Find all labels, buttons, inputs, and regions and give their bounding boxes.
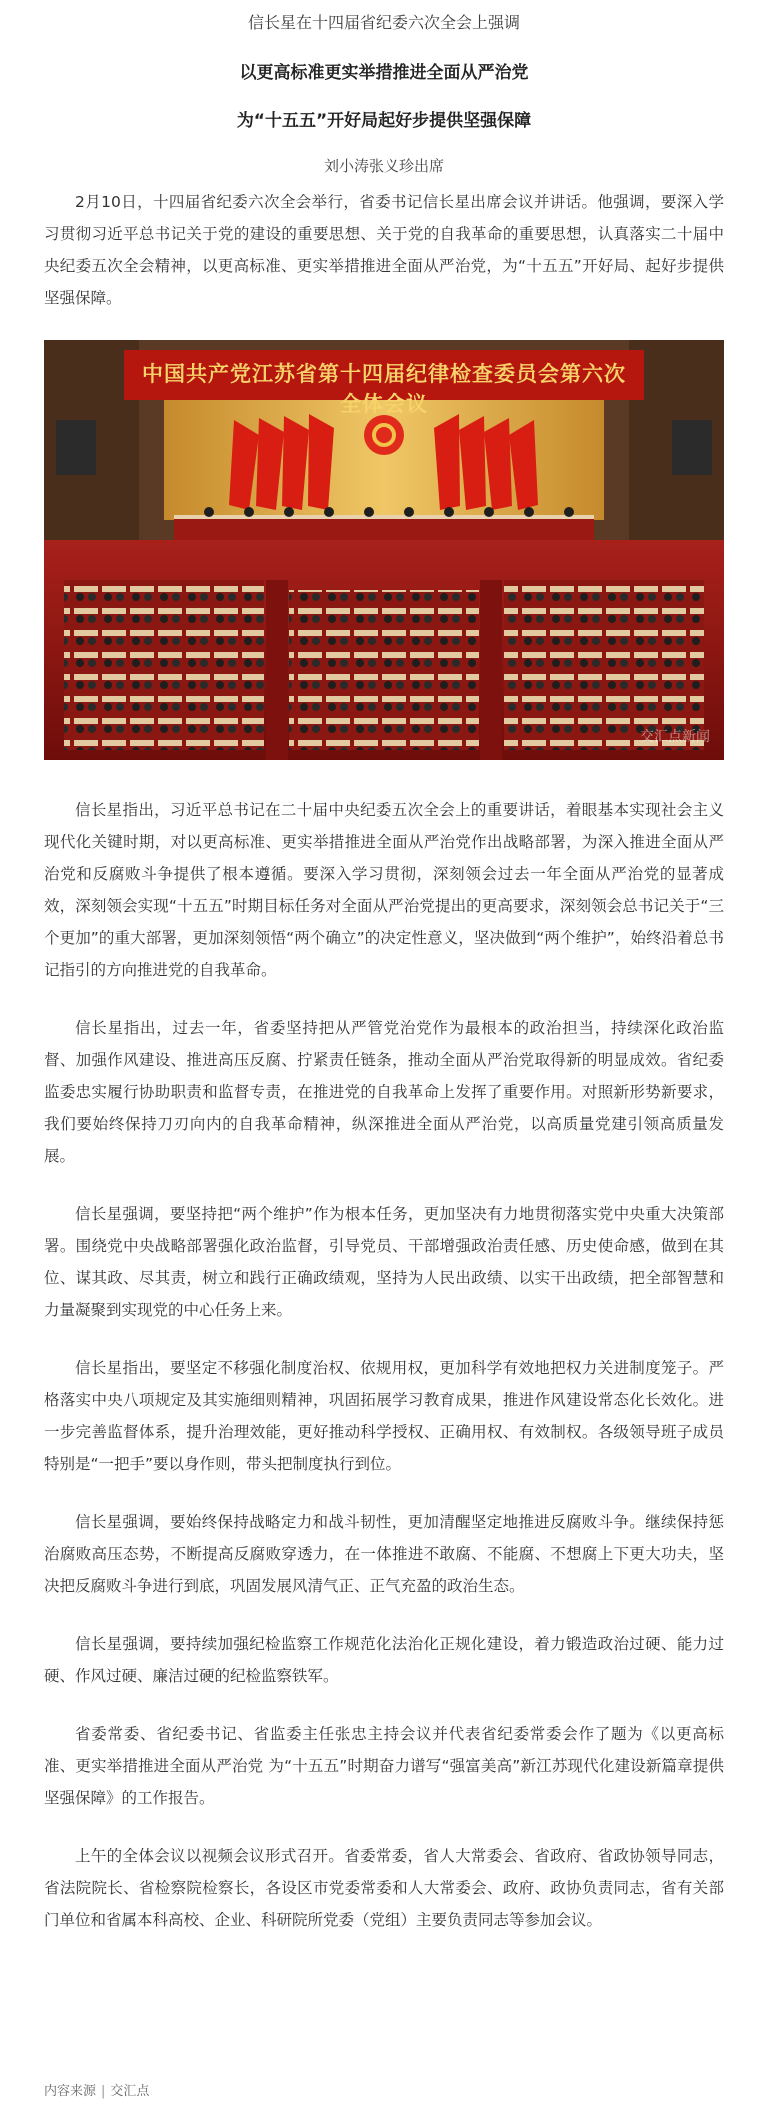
headline-line-1: 以更高标准更实举措推进全面从严治党 — [239, 63, 529, 83]
paragraph: 省委常委、省纪委书记、省监委主任张忠主持会议并代表省纪委常委会作了题为《以更高标准、更实举措推进全面从严治党 为“十五五”时期奋力谱写“强富美高”新江苏现代化建设新篇章提供坚强保障》的工作报告。 — [44, 1725, 724, 1807]
paragraph: 信长星指出，过去一年，省委坚持把从严管党治党作为最根本的政治担当，持续深化政治监督、加强作风建设、推进高压反腐、拧紧责任链条，推动全面从严治党取得新的明显成效。省纪委监委忠实履行协助职责和监督专责，在推进党的自我革命上发挥了重要作用。对照新形势新要求，我们要始终保持刀刃向内的自我革命精神，纵深推进全面从严治党，以高质量党建引领高质量发展。 — [44, 1019, 724, 1165]
lead-line: 信长星在十四届省纪委六次全会上强调 — [247, 13, 520, 32]
source-separator: | — [101, 2084, 106, 2099]
source-name[interactable]: 交汇点 — [110, 2084, 150, 2099]
rostrum — [174, 518, 594, 540]
headline-line-2: 为“十五五”开好局起好步提供坚强保障 — [236, 111, 532, 131]
paragraph: 信长星指出，要坚定不移强化制度治权、依规用权，更加科学有效地把权力关进制度笼子。严格落实中央八项规定及其实施细则精神，巩固拓展学习教育成果，推进作风建设常态化长效化。进一步完善监督体系，提升治理效能，更好推动科学授权、正确用权、有效制权。各级领导班子成员特别是“一把手”要以身作则，带头把制度执行到位。 — [44, 1359, 724, 1473]
audience-center — [289, 590, 479, 750]
paragraph: 信长星指出，习近平总书记在二十届中央纪委五次全会上的重要讲话，着眼基本实现社会主义现代化关键时期，对以更高标准、更实举措推进全面从严治党作出战略部署，为深入推进全面从严治党和反腐败斗争提供了根本遵循。要深入学习贯彻，深刻领会过去一年全面从严治党的显著成效，深刻领会实现“十五五”时期目标任务对全面从严治党提出的更高要求，深刻领会总书记关于“三个更加”的重大部署，更加深刻领悟“两个确立”的决定性意义，坚决做到“两个维护”，始终沿着总书记指引的方向推进党的自我革命。 — [44, 801, 724, 979]
paragraph: 上午的全体会议以视频会议形式召开。省委常委，省人大常委会、省政府、省政协领导同志，省法院院长、省检察院检察长，各设区市党委常委和人大常委会、政府、政协负责同志，省有关部门单位和省属本科高校、企业、科研院所党委（党组）主要负责同志等参加会议。 — [44, 1847, 724, 1929]
attendees-line: 刘小涛张义珍出席 — [323, 157, 444, 175]
article-header — [0, 0, 768, 177]
article-body — [44, 186, 724, 1962]
paragraph: 2月10日，十四届省纪委六次全会举行，省委书记信长星出席会议并讲话。他强调，要深入学习贯彻习近平总书记关于党的建设的重要思想、关于党的自我革命的重要思想，认真落实二十届中央纪委五次全会精神，以更高标准、更实举措推进全面从严治党，为“十五五”开好局、起好步提供坚强保障。 — [44, 193, 724, 307]
content-source — [44, 2080, 149, 2099]
audience-right — [504, 580, 704, 750]
source-label: 内容来源 — [44, 2084, 97, 2099]
audience-left — [64, 580, 264, 750]
meeting-photo — [44, 340, 724, 760]
paragraph: 信长星强调，要坚持把“两个维护”作为根本任务，更加坚决有力地贯彻落实党中央重大决策部署。围绕党中央战略部署强化政治监督，引导党员、干部增强政治责任感、历史使命感，做到在其位、谋其政、尽其责，树立和践行正确政绩观，坚持为人民出政绩、以实干出政绩，把全部智慧和力量凝聚到实现党的中心任务上来。 — [44, 1205, 724, 1319]
photo-watermark: 交汇点新闻 — [640, 729, 710, 745]
paragraph: 信长星强调，要始终保持战略定力和战斗韧性，更加清醒坚定地推进反腐败斗争。继续保持惩治腐败高压态势，不断提高反腐败穿透力，在一体推进不敢腐、不能腐、不想腐上下更大功夫，坚决把反腐败斗争进行到底，巩固发展风清气正、正气充盈的政治生态。 — [44, 1513, 724, 1595]
paragraph: 信长星强调，要持续加强纪检监察工作规范化法治化正规化建设，着力锻造政治过硬、能力过硬、作风过硬、廉洁过硬的纪检监察铁军。 — [44, 1635, 724, 1685]
banner-text: 中国共产党江苏省第十四届纪律检查委员会第六次全体会议 — [142, 361, 626, 416]
